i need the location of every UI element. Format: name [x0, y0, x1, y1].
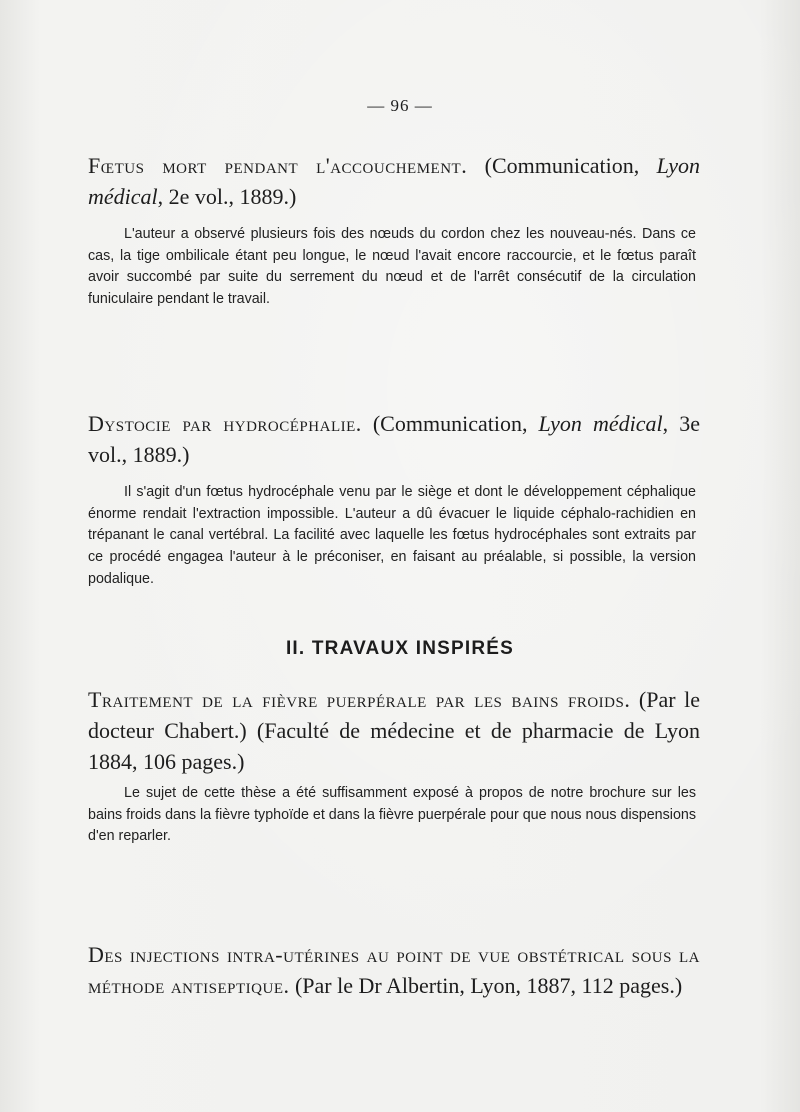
entry-body-text: L'auteur a observé plusieurs fois des nœuds du cordon chez les nouveau-nés. Dans ce cas, la tige ombilicale étant peu longue, le nœud l'avait encore raccourcie, et le fœtus paraît avoir succombé par suite du serrement du nœud et de l'arrêt consécutif de la circulation funiculaire pendant le travail.: [88, 226, 696, 308]
entry-title-dystocie: [88, 408, 700, 470]
entry-body-text: Le sujet de cette thèse a été suffisamment exposé à propos de notre brochure sur les bains froids dans la fièvre typhoïde et dans la fièvre puerpérale pour que nous nous dispensions d'en reparler.: [88, 785, 697, 845]
entry-title-end: , 2e vol., 1889.): [157, 184, 297, 209]
entry-body-traitement: [88, 783, 696, 848]
entry-title-end: , 3e vol., 1889.): [88, 411, 700, 467]
entry-title-text: (Par le Dr Albertin, Lyon, 1887, 112 pages.): [289, 973, 683, 998]
entry-title-smallcaps: Dystocie par hydrocéphalie.: [88, 411, 362, 436]
entry-title-text: (Communication,: [361, 411, 539, 436]
entry-title-smallcaps: Fœtus mort pendant l'accouchement.: [88, 153, 468, 178]
entry-title-journal: Lyon médical: [538, 411, 663, 436]
entry-body-text: Il s'agit d'un fœtus hydrocéphale venu par le siège et dont le développement céphalique énorme rendait l'extraction impossible. L'auteur a dû évacuer le liquide céphalo-rachidien en trépanant le canal vertébral. La facilité avec laquelle les fœtus hydrocéphales sont extraits par ce procédé engagea l'auteur à le préconiser, en faisant au préalable, si possible, la version podalique.: [88, 484, 696, 587]
entry-title-injections: [88, 939, 700, 1001]
entry-body-foetus-mort: [88, 224, 696, 311]
entry-title-traitement: [88, 684, 700, 777]
entry-title-text: (Par le docteur Chabert.) (Faculté de médecine et de pharmacie de Lyon 1884, 106 pages.): [88, 687, 700, 774]
entry-title-smallcaps: Traitement de la fièvre puerpérale par les bains froids.: [88, 687, 631, 712]
entry-title-journal: Lyon médical: [88, 153, 700, 209]
entry-title-text: (Communication,: [467, 153, 657, 178]
entry-title-foetus-mort: [88, 150, 700, 212]
page-number: — 96 —: [367, 96, 433, 115]
entry-body-dystocie: [88, 482, 696, 591]
entry-title-smallcaps: Des injections intra-utérines au point de vue obstétrical sous la méthode antiseptique.: [88, 942, 700, 998]
section-heading: II. TRAVAUX INSPIRÉS: [285, 638, 515, 659]
